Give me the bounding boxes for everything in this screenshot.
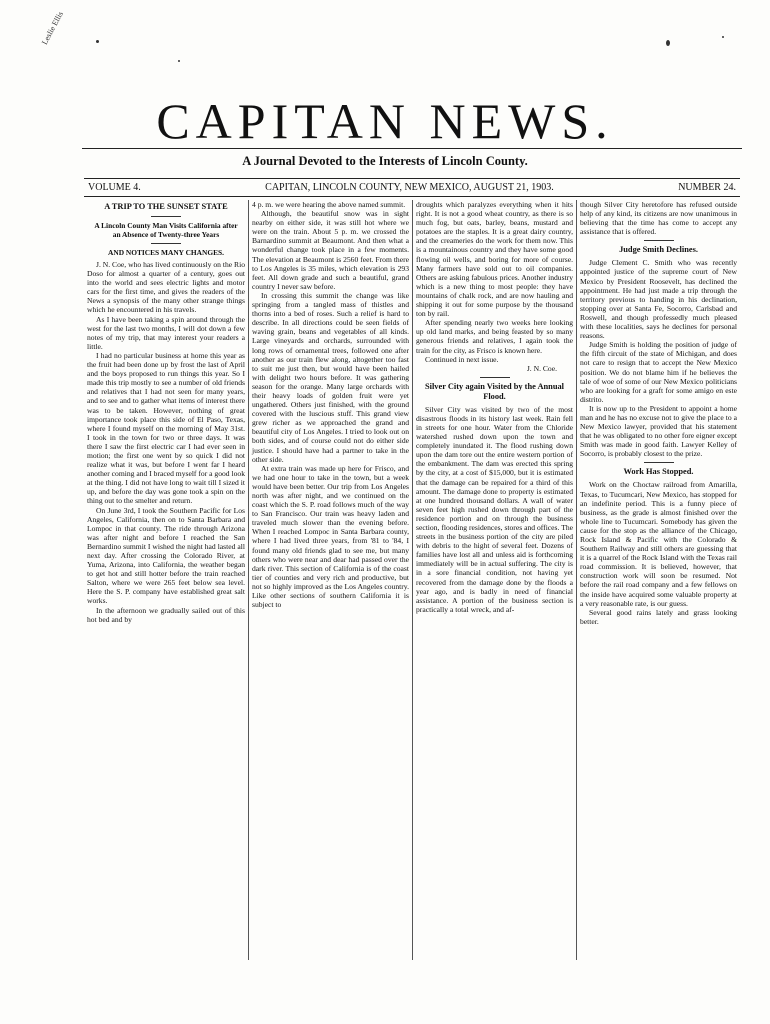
ink-speck: [178, 60, 180, 62]
article-subhead: AND NOTICES MANY CHANGES.: [108, 248, 224, 257]
ink-speck: [722, 36, 724, 38]
paragraph: After spending nearly two weeks here looking up old land marks, and being feasted by so many generous friends and relatives, I again took the train for the city, as Frisco is known here.: [416, 318, 573, 355]
paragraph: On June 3rd, I took the Southern Pacific for Los Angeles, California, then on to Santa Barbara and Lompoc in that county. The ride through Arizona was after night and before I reached the San Bernardino summit I wished the night had lasted all next day. After crossing the Colorado River, at Yuma, Arizona, into California, the weather began to get hot and still hotter before the train reached Salton, where we were 265 feet below sea level. Here the S. P. company have established great salt works.: [87, 505, 245, 606]
place-date-label: CAPITAN, LINCOLN COUNTY, NEW MEXICO, AUGUST 21, 1903.: [265, 182, 554, 193]
continued-note: Continued in next issue.: [425, 354, 499, 364]
paragraph: Although, the beautiful snow was in sight nearby on either side, it was still hot where we were on the train. About 5 p. m. we crossed the Barnardino summit at Beaumont. And then what a wonderful change took place in a few moments. The elevation at Beaumont is 2560 feet. From there to Los Angeles is 35 miles, which elevation is 293 feet. All down grade and such a beautiful, grand country I never saw before.: [252, 209, 409, 291]
newspaper-title: CAPITAN NEWS.: [156, 93, 614, 149]
column-4: [576, 200, 740, 960]
paragraph: In the afternoon we gradually sailed out of this hot bed and by: [87, 605, 245, 624]
column-2: [248, 200, 412, 960]
paragraph: Work on the Choctaw railroad from Amarilla, Texas, to Tucumcari, New Mexico, has stopped for an indefinite period. This is a funny piece of business, as the grade is almost finished over the whole line to Tucumcari. Somebody has given the cause for the stop as the alliance of the Chicago, Rock Island & Pacific with the Colorado & Southern Railway and still others are guessing that it is a quarrel of the Rock Island with the Texas rail road commission. It is believed, however, that construction work will soon be resumed. Not before the rail road company and a few fellows on the inside have acquired some valuable property at a very reasonable rate, is our guess.: [580, 480, 737, 608]
paragraph: As I have been taking a spin around through the west for the last two months, I will dot down a few notes of my trip, that may interest your readers a little.: [87, 314, 245, 351]
paragraph: 4 p. m. we were hearing the above named summit.: [252, 200, 406, 209]
paragraph: Several good rains lately and grass looking better.: [580, 607, 737, 626]
author-signature: J. N. Coe.: [526, 363, 557, 373]
paragraph: Judge Clement C. Smith who was recently appointed justice of the supreme court of New Mexico by President Roosevelt, has declined the appointment. He had just made a trip through the territory previous to handing in his declination, stopping over at Santa Fe, Socorro, Carlsbad and Roswell, and though professedly much pleased with these localities, says he declines for personal reasons.: [580, 258, 737, 341]
paragraph: In crossing this summit the change was like springing from a tangled mass of thistles and thorns into a bed of roses. Such a relief is hard to describe. In all directions could be seen fields of waving grain, beans and vegetables of all kinds. Large vineyards and orchards, surrounded with long rows of ornamental trees, followed one after another as our train flew along, altogether too fast to suit me just then, but would have been hailed with delight two hours before. It was gathering season for the orange. Many large orchards with their heavy loads of golden fruit were yet ungathered. Others just finished, with the ground covered with the luscious stuff. This grand view grew richer as we approached the grand and beautiful city of Los Angeles. I tried to look out on both sides, and of course could not do either side justice. I should have had a partner to take in the other side.: [252, 290, 409, 464]
paragraph: At extra train was made up here for Frisco, and we had one hour to take in the town, but a week would have been better. Our trip from Los Angeles north was after night, and we continued on the coast which the S. P. road follows much of the way to San Francisco. Our train was heavy laden and traveled much slower than the evening before. When I reached Lompoc in Santa Barbara county, where I had lived three years, from '81 to '84, I found many old friends glad to see me, but many others who were near and dear had passed over the dark river. This section of California is of the coast tier of counties and very rich and productive, but not so highly improved as the Los Angeles country. Like other sections of southern California it is subject to: [252, 463, 409, 610]
paragraph: It is now up to the President to appoint a home man and he has no excuse not to give the place to a New Mexico lawyer, provided that his statement that he was obligated to no other fore eigner except Smith was made in good faith. Lawyer Kelley of Socorro, is probably closest to the prize.: [580, 403, 737, 459]
paragraph: Judge Smith is holding the position of judge of the fifth circuit of the state of Michigan, and does not care to resign that to accept the New Mexico position. We do not blame him if he believes the tale of woe of some of our New Mexico politicians who are looking for a graft for some amigo en este distrito.: [580, 340, 737, 404]
column-3: [412, 200, 576, 960]
divider: [151, 216, 181, 217]
paragraph: I had no particular business at home this year as the fruit had been done up by frost the last of April and the boys proposed to run things this year. So I made this trip mostly to see a number of old friends and relatives that I had not seen for many years, and to see and to gather what items of interest there was to be taken. However, nothing of great importance took place this side of El Paso, Texas, where I found myself on the morning of May 31st. I took in the town for two or three days. It was there I saw the first electric car I had ever seen in motion; the first one went by so quick I did not realize what it was, but before I went far I heard another coming and I braced myself for a good look at the thing. I did not have long to wait till I sized it up, and before the day was gone took a spin on the thing out to the smelter and return.: [87, 350, 245, 506]
dateline-bar: [84, 178, 740, 197]
paragraph: Silver City was visited by two of the most disastrous floods in its history last week. Rain fell in streets for one hour. Water from the Chloride watershed rushed down upon the town and completely inundated it. The flood rushing down upon the dam tore out the entire western portion of the embankment. The dam was erected this spring by the city, at a cost of $15,000, but it is estimated that the damage can be repaired for a third of this amount. The damage done to property is estimated at one hundred thousand dollars. A wall of water seven feet high rushed down through part of the residence portion and on through the business section, flooding residences, stores and offices. The streets in the business portion of the city are piled with debris to the hight of several feet. Dozens of families have lost all and unless aid is forthcoming immediately will be in actual suffering. The city is in a sore financial condition, not having yet recovered from the damage done by the floods a year ago, and is badly in need of financial assistance. A portion of the business section is practically a total wreck, and af-: [416, 404, 573, 614]
divider: [644, 462, 674, 463]
article-headline: A TRIP TO THE SUNSET STATE: [104, 202, 228, 211]
column-1: [84, 200, 248, 960]
masthead-rule: [82, 148, 742, 149]
archive-stamp: Leslie Ellis: [40, 10, 65, 47]
divider: [644, 240, 674, 241]
issue-number-label: NUMBER 24.: [678, 182, 736, 193]
ink-speck: [96, 40, 99, 43]
volume-label: VOLUME 4.: [88, 182, 141, 193]
newspaper-tagline: A Journal Devoted to the Interests of Lincoln County.: [242, 154, 528, 168]
paragraph: droughts which paralyzes everything when it hits right. It is not a good wheat country, as there is so much fog, but oats, barley, beans, mustard and potatoes are the staples. It is a great dairy country, and the creameries do the work for them now. This is a mountainous country and they have some good flowing oil wells, and boring for more of course. Many farmers have sold out to oil companies. Others are asking fabulous prices. Another industry which is a new thing to most people: they have mountains of chalk rock, and are now hauling and shipping it out for some purpose by the thousand ton by rail.: [416, 200, 573, 319]
article-headline: Silver City again Visited by the Annual Flood.: [425, 381, 564, 401]
article-subhead: A Lincoln County Man Visits California after an Absence of Twenty-three Years: [94, 221, 238, 239]
article-headline: Judge Smith Declines.: [619, 245, 698, 255]
divider: [480, 377, 510, 378]
paragraph: J. N. Coe, who has lived continuously on the Rio Doso for almost a quarter of a century, goes out into the world and sees electric lights and motor cars for the first time, and gives the readers of the News a synopsis of the many other strange things which he encountered in his travels.: [87, 260, 245, 315]
article-columns: [84, 200, 740, 960]
article-headline: Work Has Stopped.: [623, 467, 694, 477]
ink-speck: [666, 40, 670, 46]
divider: [151, 243, 181, 244]
paragraph: though Silver City heretofore has refused outside help of any kind, its citizens are now unanimous in believing that the time has come to accept any assistance that is offered.: [580, 200, 737, 237]
